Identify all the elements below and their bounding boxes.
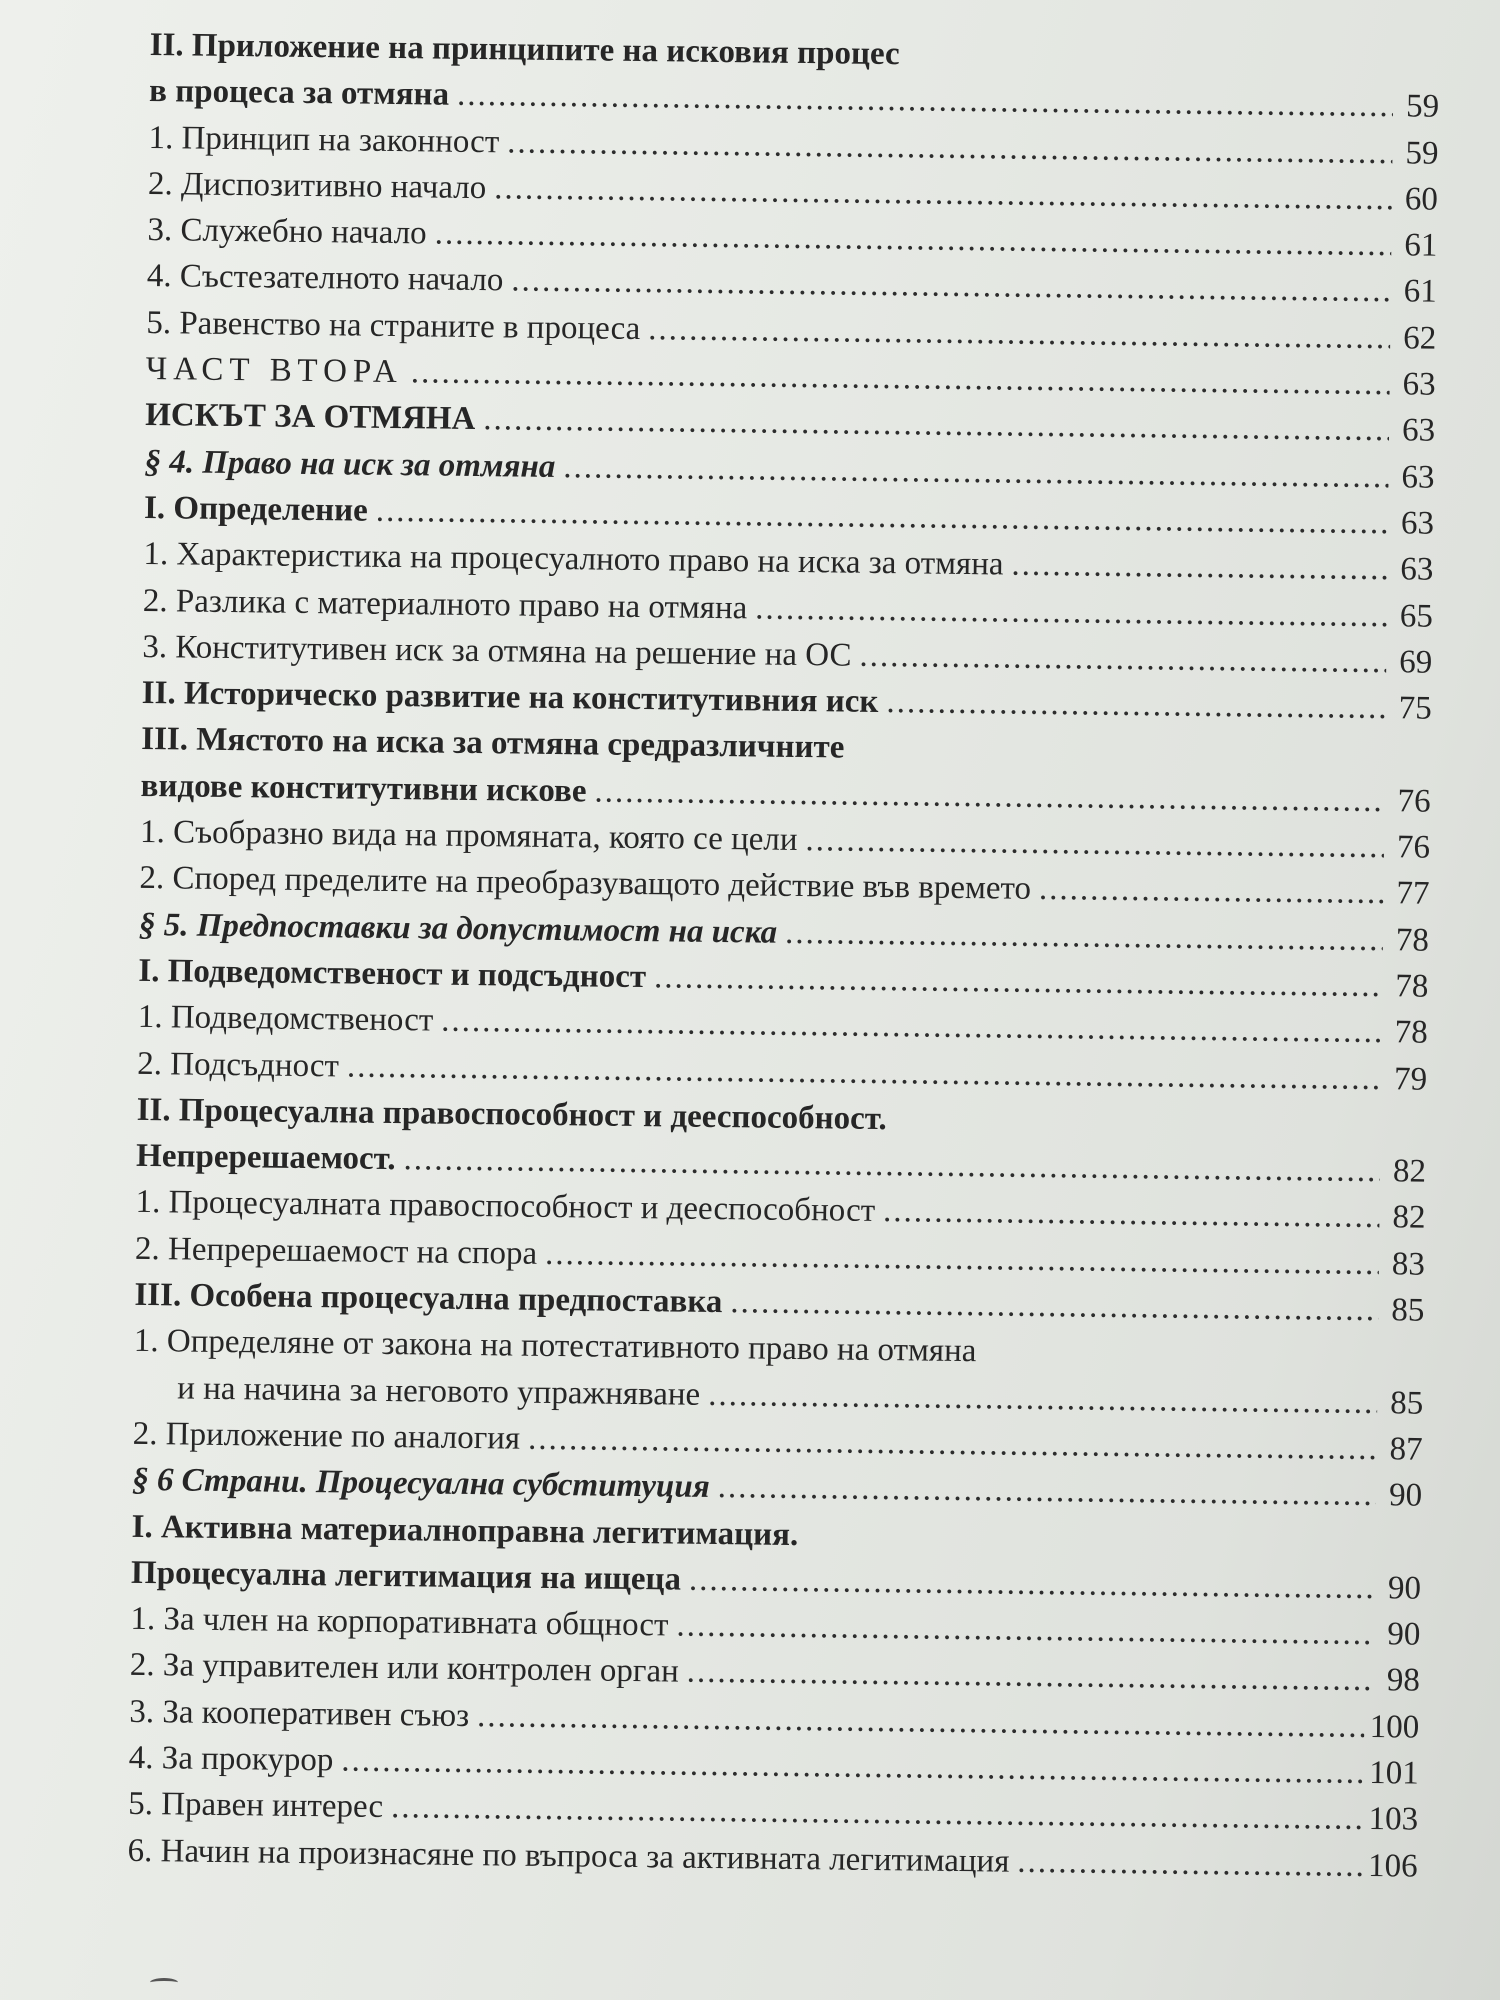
toc-entry-title: II. Приложение на принципите на исковия процес [149,26,900,73]
toc-entry-title: 2. Според пределите на преобразуващото действие във времето [139,860,1032,908]
toc-page-number: 82 [1392,1153,1427,1190]
toc-entry-title: § 5. Предпоставки за допустимост на иска [138,906,778,951]
toc-entry-title: I. Активна материалноправна легитимация. [131,1508,799,1553]
toc-entry-title: II. Историческо развитие на конститутивния иск [141,675,879,721]
toc-page-number: 85 [1391,1292,1425,1329]
toc-entry-title: 6. Начин на произнасяне по въпроса за активната легитимация [127,1832,1010,1880]
toc-entry-title: 3. Конститутивен иск за отмяна на решение на ОС [142,628,852,674]
dot-leader [755,585,1387,639]
toc-entry-title: 1. Съобразно вида на промяната, която се цели [139,813,798,859]
toc-page-number: 63 [1400,505,1435,542]
toc-page-number: 65 [1399,597,1434,635]
toc-page-number: 103 [1368,1801,1419,1838]
toc-entry-title: 2. Диспозитивно начало [147,165,487,207]
dot-leader [686,1649,1374,1704]
toc-entry-title: 3. За кооперативен съюз [129,1693,470,1734]
toc-page-number: 59 [1405,134,1439,172]
toc-page-number: 63 [1401,412,1436,450]
toc-page-number: 82 [1392,1199,1426,1237]
toc-entry-title: Процесуална легитимация на ищеца [130,1554,682,1598]
toc-page-number: 78 [1394,1014,1428,1051]
toc-page-number: 100 [1369,1708,1420,1746]
toc-page-number: 63 [1402,366,1436,403]
toc-page-number: 106 [1367,1847,1418,1885]
toc-entry-title: 1. Принцип на законност [148,119,500,160]
toc-page-number: 78 [1395,968,1429,1005]
toc-page-number: 101 [1368,1755,1419,1792]
dot-leader [1039,866,1384,917]
dot-leader [883,1188,1380,1240]
page-edge-mark [150,1978,178,1987]
toc-entry-title: в процеса за отмяна [148,73,450,113]
toc-page-number: 60 [1404,181,1439,218]
toc-entry-title: I. Подведомственост и подсъдност [138,952,647,996]
toc-entry-title: 4. Състезателното начало [146,258,504,299]
toc-entry-title: 1. Подведомственост [137,999,434,1039]
toc-entry-title: 1. За член на корпоративната общност [130,1600,669,1644]
dot-leader [886,679,1386,731]
toc-page-number: 69 [1399,644,1433,681]
toc-entry-title: II. Процесуална правоспособност и дееспособност. [136,1091,887,1137]
toc-entry-title: 2. Непререшаемост на спора [134,1230,538,1272]
toc-page-number: 90 [1388,1477,1423,1514]
dot-leader [785,909,1383,963]
table-of-contents [127,22,1440,1889]
toc-page-number: 75 [1398,690,1432,727]
dot-leader [1011,542,1387,593]
toc-entry-title: III. Особена процесуална предпоставка [134,1276,723,1321]
toc-entry-title: 5. Равенство на страните в процеса [146,304,641,347]
toc-page-number: 78 [1395,921,1430,959]
toc-page-number: 87 [1389,1431,1423,1468]
dot-leader [717,1464,1376,1518]
toc-page-number: 76 [1397,783,1431,820]
toc-entry-title: 2. Разлика с материалното право на отмяна [142,582,748,626]
toc-page-number: 61 [1403,273,1438,311]
toc-entry-title: 2. Подсъдност [137,1045,340,1084]
toc-entry-title: I. Определение [143,489,369,529]
toc-entry-title: 5. Правен интерес [128,1786,384,1826]
toc-page-number: 62 [1403,320,1437,357]
toc-page-number: 63 [1401,458,1435,496]
dot-leader [730,1279,1379,1333]
toc-entry-title: видове конститутивни искове [140,767,587,810]
toc-entry-title: § 4. Право на иск за отмяна [144,443,556,485]
toc-page-number: 63 [1400,551,1434,588]
dot-leader [859,633,1386,686]
toc-entry-title: 1. Характеристика на процесуалното право на иска за отмяна [143,536,1004,583]
toc-entry-title: и на начина за неговото упражняване [177,1370,701,1413]
dot-leader [1017,1838,1362,1889]
toc-page-number: 83 [1391,1245,1426,1283]
toc-entry-title: Непререшаемост. [135,1138,396,1178]
toc-page-number: 90 [1387,1616,1421,1653]
dot-leader [805,817,1384,870]
toc-entry-title: 2. За управителен или контролен орган [129,1647,679,1690]
toc-entry-title: § 6 Страни. Процесуална субституция [131,1462,710,1506]
toc-entry-title: ЧАСТ ВТОРА [145,351,404,391]
toc-page-number: 98 [1386,1662,1421,1700]
toc-entry-title: 3. Служебно начало [147,212,427,252]
toc-page-number: 77 [1396,875,1430,913]
toc-entry-title: 4. За прокурор [128,1739,334,1779]
toc-page-number: 85 [1390,1384,1424,1422]
dot-leader [689,1557,1376,1612]
toc-page-number: 61 [1404,227,1438,264]
toc-entry-title: 1. Процесуалната правоспособност и дееспособност [135,1184,876,1230]
dot-leader [708,1372,1378,1426]
toc-entry-title: 1. Определяне от закона на потестативното право на отмяна [133,1323,977,1370]
toc-page-number: 79 [1393,1060,1428,1098]
toc-page-number: 76 [1396,829,1431,866]
toc-entry-title: ИСКЪТ ЗА ОТМЯНА [144,397,476,438]
toc-page-number: 90 [1387,1570,1422,1607]
toc-page-number: 59 [1405,88,1440,126]
toc-entry-title: III. Мястото на иска за отмяна средразличните [141,721,845,766]
toc-entry-title: 2. Приложение по аналогия [132,1415,521,1457]
